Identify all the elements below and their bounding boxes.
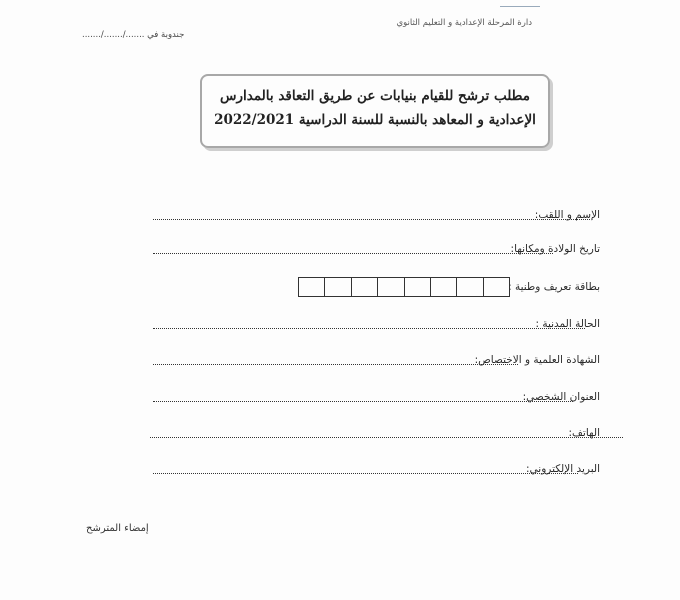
national-id-boxes[interactable] bbox=[298, 277, 510, 297]
signature-label: إمضاء المترشح bbox=[86, 523, 149, 534]
id-digit-box[interactable] bbox=[456, 277, 482, 297]
field-email-label: البريد الإلكتروني: bbox=[526, 463, 600, 475]
header-stamp-line bbox=[500, 0, 540, 7]
id-digit-box[interactable] bbox=[298, 277, 324, 297]
id-digit-box[interactable] bbox=[483, 277, 510, 297]
title-box bbox=[200, 74, 550, 148]
title-line-2: الإعدادية و المعاهد بالنسبة للسنة الدراسية 2022/2021 bbox=[214, 112, 536, 128]
id-digit-box[interactable] bbox=[324, 277, 350, 297]
field-address-label: العنوان الشخصي: bbox=[522, 391, 600, 403]
field-civil-status-label: الحالة المدنية : bbox=[535, 318, 600, 330]
id-digit-box[interactable] bbox=[404, 277, 430, 297]
field-phone-line[interactable] bbox=[150, 425, 623, 438]
field-email-line[interactable] bbox=[153, 461, 578, 474]
field-address-line[interactable] bbox=[153, 389, 573, 402]
field-birth-label: تاريخ الولادة ومكانها: bbox=[510, 243, 600, 255]
field-name-label: الإسم و اللقب: bbox=[534, 209, 600, 221]
field-national-id-label: بطاقة تعريف وطنية : bbox=[508, 281, 600, 293]
field-civil-status-line[interactable] bbox=[153, 316, 585, 329]
field-degree-label: الشهادة العلمية و الاختصاص: bbox=[474, 354, 600, 366]
id-digit-box[interactable] bbox=[430, 277, 456, 297]
ministry-header: دارة المرحلة الإعدادية و التعليم الثانوي bbox=[396, 18, 532, 28]
field-national-id bbox=[508, 281, 600, 293]
field-birth-line[interactable] bbox=[153, 241, 553, 254]
id-digit-box[interactable] bbox=[377, 277, 403, 297]
field-phone-label: الهاتف: bbox=[568, 427, 600, 439]
place-date: جندوبة في ......./......./....... bbox=[82, 30, 185, 40]
id-digit-box[interactable] bbox=[351, 277, 377, 297]
field-name-line[interactable] bbox=[153, 207, 590, 220]
field-degree-line[interactable] bbox=[153, 352, 518, 365]
title-line-1: مطلب ترشح للقيام بنيابات عن طريق التعاقد بالمدارس bbox=[220, 88, 530, 104]
